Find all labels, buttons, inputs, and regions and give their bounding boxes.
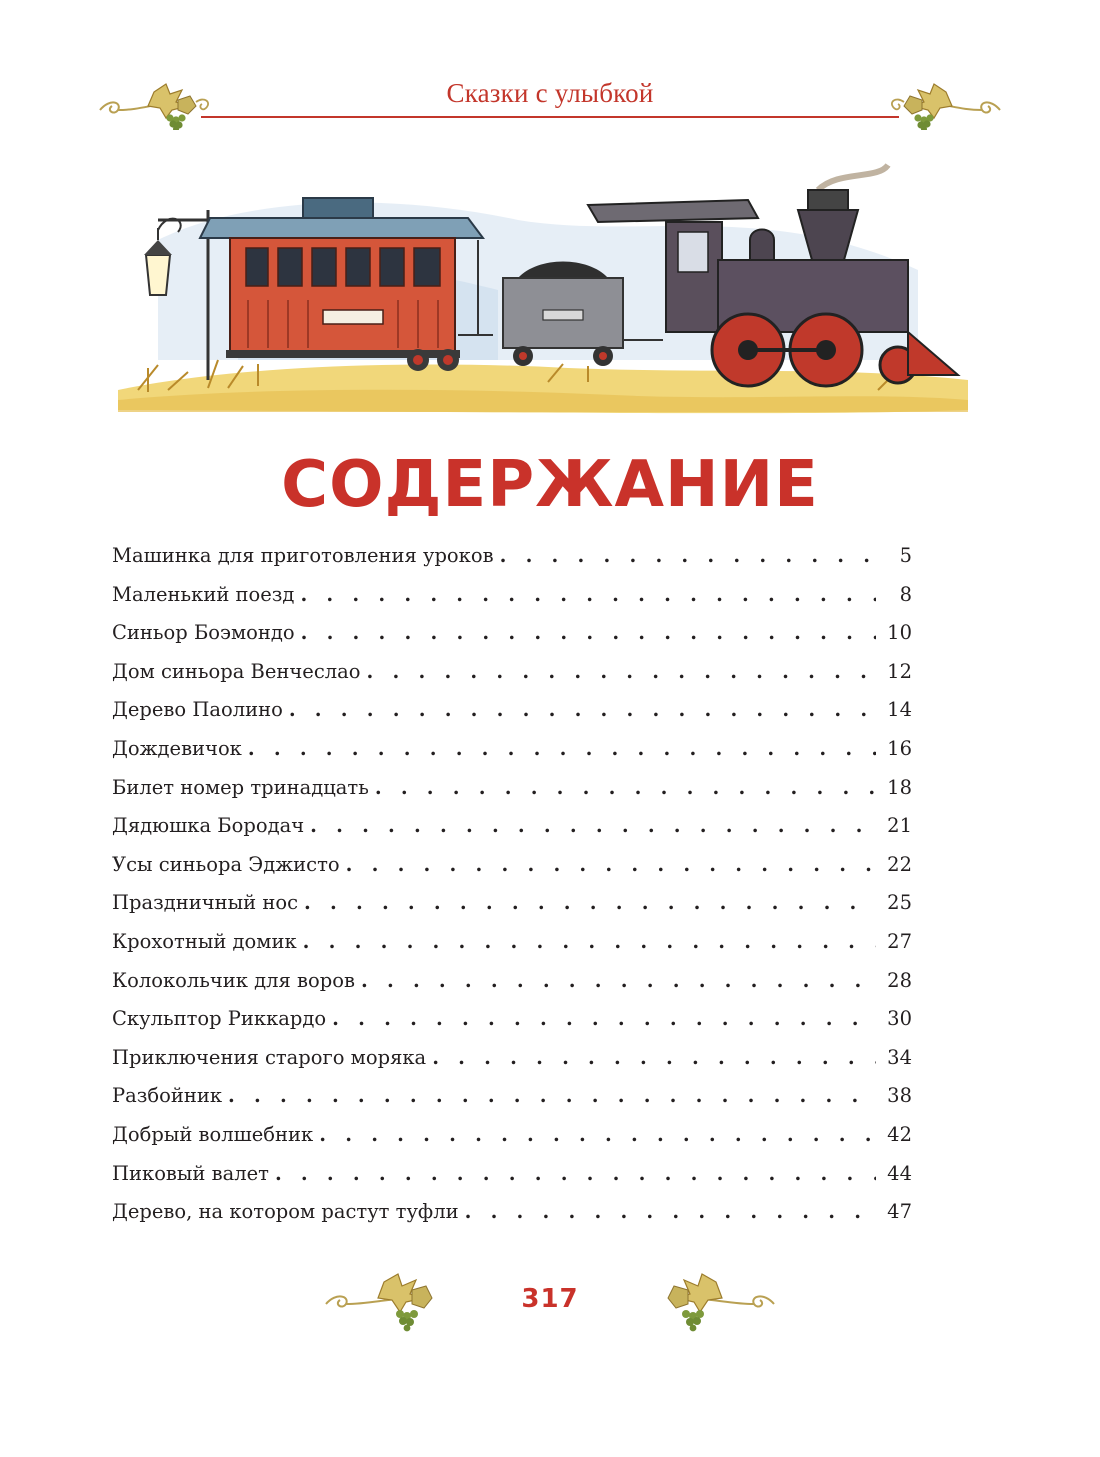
toc-entry-title: Приключения старого моряка xyxy=(112,1045,427,1069)
toc-entry-title: Дерево, на котором растут туфли xyxy=(112,1200,459,1224)
toc-entry-page: 44 xyxy=(887,1161,912,1185)
toc-entry-page: 21 xyxy=(887,814,912,838)
toc-entry-title: Маленький поезд xyxy=(112,582,295,606)
toc-entry-title: Дядюшка Бородач xyxy=(112,814,305,838)
toc-entry[interactable] xyxy=(112,776,912,815)
toc-entry[interactable] xyxy=(112,1200,912,1239)
toc-entry-title: Добрый волшебник xyxy=(112,1122,314,1146)
dot-leader xyxy=(465,1200,876,1223)
toc-entry-page: 10 xyxy=(887,621,912,645)
toc-entry-page: 18 xyxy=(887,775,912,799)
dot-leader xyxy=(332,1007,876,1030)
dot-leader xyxy=(367,660,876,683)
dot-leader xyxy=(361,969,876,992)
toc-entry-page: 8 xyxy=(899,582,912,606)
dot-leader xyxy=(275,1162,876,1185)
running-head-rule xyxy=(201,116,899,118)
toc-entry-page: 12 xyxy=(887,659,912,683)
toc-entry[interactable] xyxy=(112,660,912,699)
toc-entry-page: 42 xyxy=(887,1122,912,1146)
dot-leader xyxy=(432,1046,876,1069)
page-heading: СОДЕРЖАНИЕ xyxy=(281,448,819,522)
passenger-car-icon xyxy=(200,198,493,371)
dot-leader xyxy=(346,853,876,876)
toc-entry-title: Праздничный нос xyxy=(112,891,299,915)
toc-entry[interactable] xyxy=(112,930,912,969)
toc-entry[interactable] xyxy=(112,1084,912,1123)
dot-leader xyxy=(303,930,876,953)
toc-entry-title: Пиковый валет xyxy=(112,1161,269,1185)
toc-entry-title: Усы синьора Эджисто xyxy=(112,852,340,876)
toc-entry-page: 34 xyxy=(887,1045,912,1069)
toc-entry[interactable] xyxy=(112,737,912,776)
toc-entry[interactable] xyxy=(112,698,912,737)
dot-leader xyxy=(310,814,876,837)
toc-entry[interactable] xyxy=(112,853,912,892)
dot-leader xyxy=(301,621,876,644)
dot-leader xyxy=(248,737,876,760)
toc-entry-title: Дом синьора Венчеслао xyxy=(112,659,361,683)
toc-entry-title: Дождевичок xyxy=(112,736,242,760)
page-footer xyxy=(320,1268,780,1338)
running-head xyxy=(96,70,1004,130)
toc-entry[interactable] xyxy=(112,969,912,1008)
toc-entry-page: 25 xyxy=(887,891,912,915)
table-of-contents xyxy=(112,544,912,1239)
toc-entry-page: 22 xyxy=(887,852,912,876)
grape-vine-ornament-right-icon xyxy=(650,1268,780,1338)
train-illustration xyxy=(118,160,968,420)
toc-entry-page: 27 xyxy=(887,929,912,953)
toc-entry[interactable] xyxy=(112,1162,912,1201)
dot-leader xyxy=(500,544,876,567)
toc-entry-title: Дерево Паолино xyxy=(112,698,283,722)
toc-entry[interactable] xyxy=(112,891,912,930)
toc-entry-page: 14 xyxy=(887,698,912,722)
dot-leader xyxy=(289,698,876,721)
toc-entry-page: 38 xyxy=(887,1084,912,1108)
dot-leader xyxy=(228,1084,876,1107)
toc-entry-page: 16 xyxy=(887,736,912,760)
toc-entry[interactable] xyxy=(112,814,912,853)
toc-entry[interactable] xyxy=(112,583,912,622)
toc-entry-title: Билет номер тринадцать xyxy=(112,775,369,799)
toc-entry-title: Крохотный домик xyxy=(112,929,297,953)
toc-entry[interactable] xyxy=(112,621,912,660)
dot-leader xyxy=(375,776,876,799)
toc-entry-page: 30 xyxy=(887,1007,912,1031)
toc-entry-title: Синьор Боэмондо xyxy=(112,621,295,645)
toc-entry[interactable] xyxy=(112,1123,912,1162)
toc-entry-page: 47 xyxy=(887,1200,912,1224)
toc-entry-title: Скульптор Риккардо xyxy=(112,1007,327,1031)
toc-entry-title: Машинка для приготовления уроков xyxy=(112,544,494,567)
dot-leader xyxy=(319,1123,876,1146)
toc-entry[interactable] xyxy=(112,544,912,583)
page-number: 317 xyxy=(521,1284,579,1314)
dot-leader xyxy=(304,891,876,914)
running-head-title: Сказки с улыбкой xyxy=(446,78,654,108)
toc-entry-title: Разбойник xyxy=(112,1084,223,1108)
toc-entry-title: Колокольчик для воров xyxy=(112,968,355,992)
dot-leader xyxy=(300,583,876,606)
toc-entry[interactable] xyxy=(112,1007,912,1046)
toc-entry-page: 28 xyxy=(887,968,912,992)
grape-vine-ornament-right-icon xyxy=(884,80,1004,130)
toc-entry[interactable] xyxy=(112,1046,912,1085)
toc-entry-page: 5 xyxy=(899,544,912,567)
